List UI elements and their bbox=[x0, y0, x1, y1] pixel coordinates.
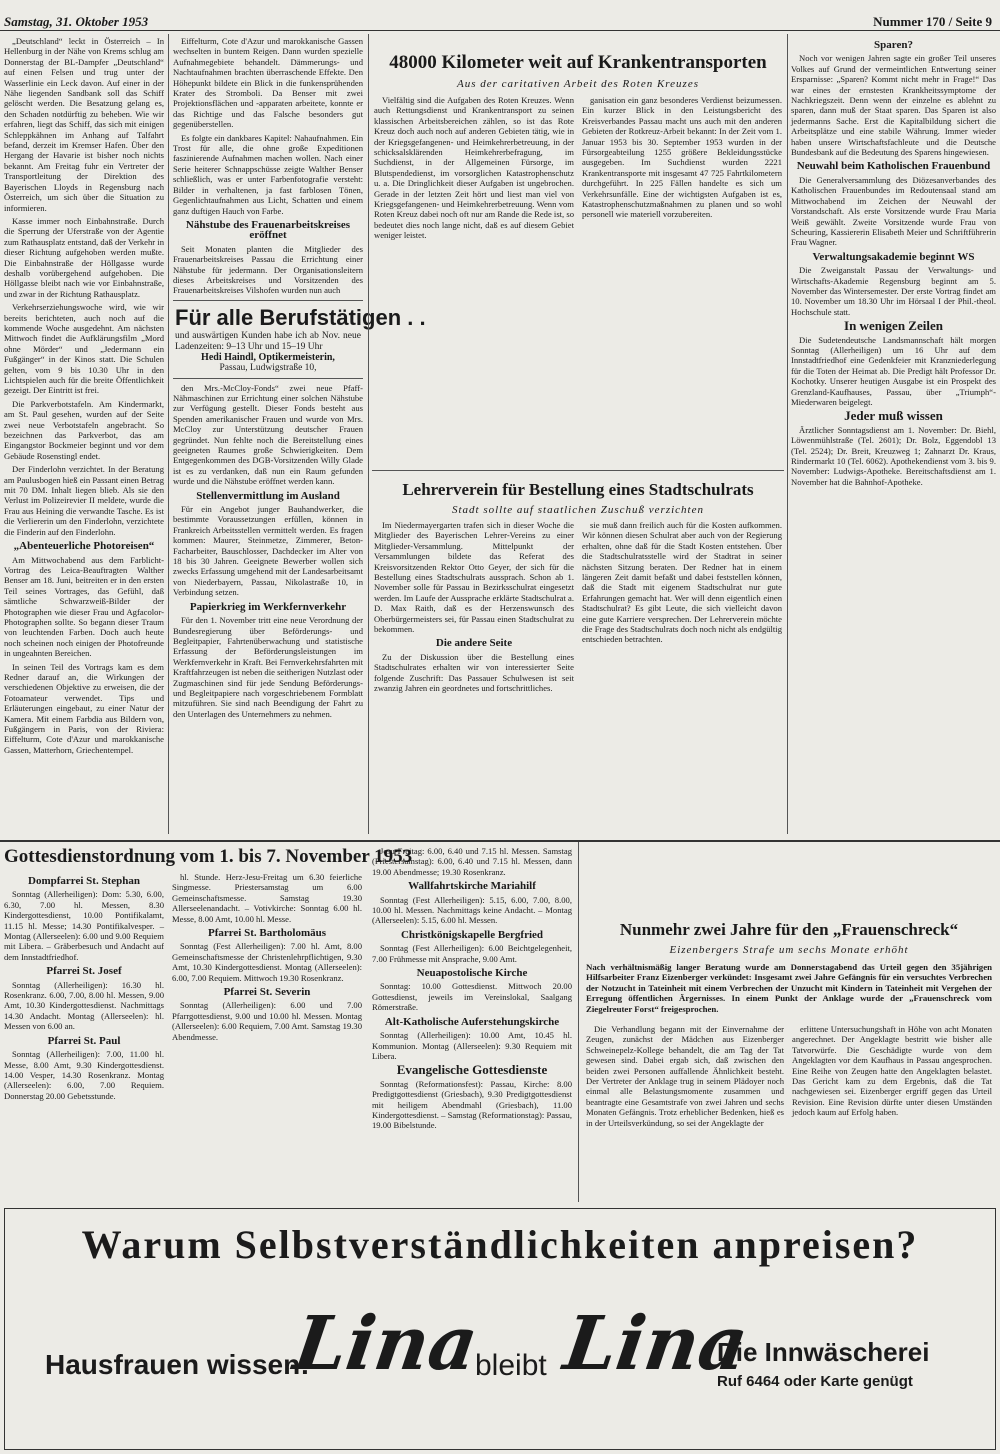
ad-optiker bbox=[173, 300, 426, 379]
text-christkoenigskapelle: Sonntag (Fest Allerheiligen): 6.00 Beichtgelegenheit, 7.00 Frühmesse mit Ansprache, 9.00 Amt. bbox=[372, 943, 572, 964]
column-krankentransporte-1 bbox=[374, 95, 574, 465]
article-verkehrserziehung: Verkehrserziehungswoche wird, wie wir bereits berichteten, auch noch auf die kommende Woche ausgedehnt. Am nächsten Mittwoch findet die Aufklärungsfilm „Mord ohne Mörder“ und „Jedermann ein Fußgänger“ in der Kinos statt. Die Schulen gelten, vom 9 bis 10.30 Uhr in den Lichtspielen auch für die breite Öffentlichkeit gezeigt. Der Eintritt ist frei. bbox=[4, 302, 164, 396]
heading-evangelisch: Evangelische Gottesdienste bbox=[396, 1062, 548, 1078]
heading-stellenvermittlung: Stellenvermittlung im Ausland bbox=[196, 489, 340, 502]
heading-sparen: Sparen? bbox=[874, 39, 913, 51]
article-photoreisen-cont: Eiffelturm, Cote d'Azur und marokkanische Gassen wechselten in buntem Reigen. Dann wurden spezielle Aufnahmegebiete behandelt. Dämmerungs- und Nachtaufnahmen brachten überraschende Effekte. Den Höhepunkt bildete ein Blick in die funkensprühenden Krater des Stromboli. Da Benser mit zwei Projektionsflächen und -apparaten arbeitete, konnte er das Richtige und das Falsche besonders gut gegenüberstellen. bbox=[173, 36, 363, 130]
ad-right-contact: Ruf 6464 oder Karte genügt bbox=[717, 1373, 913, 1390]
article-mccloy-fonds: den Mrs.-McCloy-Fonds“ zwei neue Pfaff-Nähmaschinen zur Errichtung einer solchen Nähstube zur Verfügung gestellt. Dieser Fonds besteht aus Spenden amerikanischer Frauen und wurde von Mrs. McCloy zur Unterstützung deutscher Frauen gegründet. Nun fehlte noch die Bereitstellung eines geeigneten Raumes große Schwierigkeiten. Dem Entgegenkommen des DGB-Vorsitzenden Willy Glade ist es zu verdanken, daß nun ein Raum gefunden wurde und die Nähstube eröffnet werden kann. bbox=[173, 382, 363, 487]
heading-die-andere-seite: Die andere Seite bbox=[435, 637, 513, 650]
article-nahaufnahmen: Es folgte ein dankbares Kapitel: Nahaufnahmen. Ein Trost für alle, die ohne große Expeditionen faszinierende Aufnahmen machen wollen. Nach einer Serie heiterer Schnappschüsse zeigte Walther Benser schließlich, was er unter Farbenfotografie versteht: Bilder in verhaltenen, ja fast farblosen Tönen, Gegenlichtaufnahmen aus Licht, Schatten und einem ganz duftigen Hauch von Farbe. bbox=[173, 132, 363, 216]
headline-gottesdienstordnung: Gottesdienstordnung vom 1. bis 7. November 1953 bbox=[4, 846, 413, 867]
text-herz-jesu-freitag: Jesu-Freitag: 6.00, 6.40 und 7.15 hl. Messen. Samstag (Priestersamstag): 6.00, 6.40 und 7.15 hl. Messen, dann 19.00 Abendmesse; 19.30 Rosenkranz. bbox=[372, 846, 572, 877]
heading-frauenbund: Neuwahl beim Katholischen Frauenbund bbox=[796, 160, 991, 173]
section-rule bbox=[0, 840, 1000, 842]
article-krankentransporte-text: Vielfältig sind die Aufgaben des Roten Kreuzes. Wenn auch Rettungsdienst und Krankentransport zu seinen klassischen Arbeitsbereichen zählen, so ist das Rote Kreuz doch auch noch auf anderen Gebieten tätig, wie in der Kriegsgefangenen- und Heimkehrerbetreuung, in der schicksalsklärenden Heimkehrerbefragung, im Suchdienst, in der Allgemeinen Fürsorge, im Blutspendedienst, im vorsorglichen Katastrophenschutz u. a. Die Dringlichkeit dieser Aufgaben ist ungebrochen. Gerade in der letzten Zeit hört und liest man viel von Kriegsgefangenen- und Heimkehrerbetreuung. Wenn vom Roten Kreuz dabei noch oft nur am Rande die Rede ist, so bedeutet dies noch lange nicht, daß es auf diesem Gebiet weniger leistet. bbox=[374, 95, 574, 241]
column-sparen bbox=[791, 36, 996, 836]
column-rule bbox=[787, 34, 788, 834]
heading-altkatholisch: Alt-Katholische Auferstehungskirche bbox=[384, 1015, 560, 1028]
heading-st-severin: Pfarrei St. Severin bbox=[223, 986, 311, 999]
column-lehrerverein-2 bbox=[582, 520, 782, 836]
column-krankentransporte-2 bbox=[582, 95, 782, 465]
article-jeder-muss-wissen: Ärztlicher Sonntagsdienst am 1. November: Dr. Biehl, Löwenmühlstraße (Tel. 2601); Dr. Bolz, Eggendobl 13 (Tel. 2524); Dr. Breit, Kreuzweg 1; Zahnarzt Dr. Kraus, Rindermarkt 10 (Tel. 6062). Apothekendienst vom 3. bis 9. November: Ludwigs-Apotheke. Bereitschaftsdienst am 1. November hat die Bahnhof-Apotheke. bbox=[791, 424, 996, 487]
heading-mariahilf: Wallfahrtskirche Mariahilf bbox=[408, 880, 536, 893]
heading-in-wenigen-zeilen: In wenigen Zeilen bbox=[844, 318, 943, 334]
article-naehstube: Seit Monaten planten die Mitglieder des Frauenarbeitskreises Passau die Errichtung einer Nähstube für jedermann. Der Organisationsleitern dieses Arbeitskreises und Vorsitzenden des Frauenarbeitskreises Vilshofen wurden nun auch bbox=[173, 243, 363, 296]
column-gottesdienst-1 bbox=[4, 872, 164, 1200]
text-st-severin: Sonntag (Allerheiligen): 6.00 und 7.00 Pfarrgottesdienst, 9.00 und 10.00 hl. Messen. Montag (Allerseelen): 6.00 Requiem, 7.00 Amt. Samstag 19.30 Abendmesse. bbox=[172, 1000, 362, 1042]
ad-left-text: Hausfrauen wissen: bbox=[45, 1349, 310, 1380]
text-altkatholisch: Sonntag (Allerheiligen): 10.00 Amt, 10.45 hl. Kommunion. Montag (Allerseelen): 9.30 Requiem mit Libera. bbox=[372, 1030, 572, 1061]
heading-verwaltungsakademie: Verwaltungsakademie beginnt WS bbox=[812, 250, 975, 263]
text-st-josef: Sonntag (Allerheiligen): 16.30 hl. Rosenkranz. 6.00, 7.00, 8.00 hl. Messen, 9.00 Amt, 10.30 Kindergottesdienst. Nachmittags 14.30 Andacht. Montag (Allerseelen): hl. Messen von 6.00 an. bbox=[4, 979, 164, 1032]
article-frauenschreck-text-2: erlittene Untersuchungshaft in Höhe von acht Monaten angerechnet. Der Angeklagte bestritt wie bisher alle Tatvorwürfe. Die Geschädigte wurde von dem Angeklagten vor dem Kaufhaus in Passau angesprochen. Eine Reihe von Zeugen hatte den Angeklagten belastet. Das Gericht kam zu dem Ergebnis, daß die Tat nachgewiesen sei. Eizenberger ergriff gegen das Urteil Revision. Eine Revision dürfte unter diesen Umständen jedoch kaum auf Erfolg haben. bbox=[792, 1024, 992, 1118]
heading-photoreisen: „Abenteuerliche Photoreisen“ bbox=[13, 540, 155, 553]
ad-middle-text: bleibt bbox=[475, 1349, 547, 1382]
text-votivkirche: hl. Stunde. Herz-Jesu-Freitag um 6.30 feierliche Singmesse. Priestersamstag um 6.00 Gemeinschaftsmesse. Samstag 19.30 Allerseelenandacht. – Votivkirche: Sonntag 6.00 hl. Messe, 8.00 Amt, 10.00 hl. Messe. bbox=[172, 872, 362, 924]
article-krankentransporte-text-2: ganisation ein ganz besonderes Verdienst beizumessen. Ein kurzer Blick in den Leistungsbericht des Kreisverbandes Passau macht uns auch mit den anderen Gebieten der Rotkreuz-Arbeit bekannt: In der Zeit vom 1. Januar 1953 bis 30. September 1953 wurden in der Fürsorgeabteilung 1255 größere Bekleidungsstücke ausgegeben. Im Suchdienst wurden 2221 Krankentransporte mit insgesamt 47 725 Fahrtkilometern durchgeführt. In 225 Fällen handelte es sich um Verkehrsunfälle. Eine der wichtigsten Aufgaben ist es, Katastrophenschutzmaßnahmen zu planen und so wohl personell wie materiell vorzubereiten. bbox=[582, 95, 782, 220]
article-photoreisen: Am Mittwochabend aus dem Farblicht-Vortrag des Leica-Beauftragten Walther Benser am 18. Juni, beitreiten er in den ersten Teil seines Vortrages, das Gefühl, daß sämtliche Schwarzweiß-Bilder der Photographen wie dieser Frau und Agfacolor-Photographen sollte. So begann dieser Traum von leuchtenden Farben. Doch auch heute noch scheinen noch einigen der Photofreunde in ungeahnten Bereichen. bbox=[4, 554, 164, 659]
ad-brand-logo-1: Lina bbox=[288, 1301, 483, 1387]
column-gottesdienst-3 bbox=[372, 846, 572, 1200]
header-date: Samstag, 31. Oktober 1953 bbox=[4, 14, 149, 29]
heading-st-josef: Pfarrei St. Josef bbox=[46, 965, 122, 978]
ad-right-title: Die Innwäscherei bbox=[717, 1337, 930, 1367]
heading-st-bartholomaeus: Pfarrei St. Bartholomäus bbox=[207, 927, 327, 940]
heading-jeder-muss-wissen: Jeder muß wissen bbox=[844, 408, 943, 424]
subheadline-rotes-kreuz: Aus der caritativen Arbeit des Roten Kreuzes bbox=[457, 78, 699, 90]
column-gottesdienst-2 bbox=[172, 872, 362, 1200]
article-verwaltungsakademie: Die Zweiganstalt Passau der Verwaltungs- und Wirtschafts-Akademie Regensburg beginnt am 5. November das Wintersemester. Der erste Vortrag findet am 10. November um 18.30 Uhr im Hörsaal I der Phil.-theol. Hochschule statt. bbox=[791, 265, 996, 317]
column-rule bbox=[578, 842, 579, 1202]
text-st-bartholomaeus: Sonntag (Fest Allerheiligen): 7.00 hl. Amt, 8.00 Gemeinschaftsmesse der Christenlehrpflichtigen, 9.30 Amt, 10.30 Kindergottesdienst. Montag (Allerseelen): 6.00, 7.00 Requiem. Mittwoch 19.30 Rosenkranz. bbox=[172, 941, 362, 983]
article-stellenvermittlung: Für ein Angebot junger Bauhandwerker, die bestimmte Voraussetzungen erfüllen, können in Frankreich Arbeitsstellen vermittelt werden. Es fragen kommen: Maurer, Steinmetze, Zimmerer, Beton-Facharbeiter, Bauschlosser, Dachdecker im Alter von 18 bis 30 Jahren. Geeignete Bewerber wollen sich zwecks Erfassung umgehend mit der Landesarbeitsamt von Niederbayern, Passau, Nikolastraße 10, in Verbindung setzen. bbox=[173, 504, 363, 598]
heading-neuapostolisch: Neuapostolische Kirche bbox=[416, 967, 528, 980]
text-mariahilf: Sonntag (Fest Allerheiligen): 5.15, 6.00, 7.00, 8.00, 10.00 hl. Messen. Nachmittags keine Andacht. – Montag (Allerseelen): 5.15, 6.00 hl. Messen. bbox=[372, 894, 572, 926]
column-local-news bbox=[4, 36, 164, 836]
article-frauenbund: Die Generalversammlung des Diözesanverbandes des Katholischen Frauenbundes im Redoutensaal stand am Mittwochabend im Zeichen der Neuwahl der Vorstandschaft. Als erste Vorsitzende wurde Frau Maria Weiß gewählt. Zweite Vorsitzende wurde Frau von Scheuring, Kassiererin Elisabeth Meier und Schriftführerin Frau Wagner. bbox=[791, 174, 996, 248]
article-parkverbot: Die Parkverbotstafeln. Am Kindermarkt, am St. Paul gesehen, wurden auf der Seite zwei neue Verbotstafeln angebracht. So bezeichnen das Parkverbot, das am Eingangstor Bockmeier beginnt und vor dem Gebäude Rosenstingl endet. bbox=[4, 398, 164, 461]
ad-optiker-address: Passau, Ludwigstraße 10, bbox=[219, 363, 317, 374]
heading-naehstube: Nähstube des Frauenarbeitskreises eröffnet bbox=[185, 218, 351, 242]
column-rule bbox=[368, 34, 369, 834]
column-rule bbox=[168, 34, 169, 834]
text-st-paul: Sonntag (Allerheiligen): 7.00, 11.00 hl. Messe, 8.00 Amt, 9.30 Kindergottesdienst. 14.00 Vesper, 14.30 Rosenkranz. Montag (Allerseelen): 6.00, 7.00 Requiem. Donnerstag 20.00 Gebetsstunde. bbox=[4, 1049, 164, 1101]
article-deutschland-leak: „Deutschland“ leckt in Österreich – In Hellenburg in der Nähe von Krems schlug am Donnerstag der BL-Dampfer „Deutschland“ auf einen Felsen und trug unter der Wasserlinie ein Leck davon. Auf einer in der Nähe liegenden Sandbank soll das Schiff gelöscht werden. Die Besatzung gelang es, den Schaden notdürftig zu beheben. Wie wir erfahren, liegt das Schiff, das sich mit einigen Schleppkähnen im Anhang auf Talfahrt befand, derzeit im Kremser Hafen. Über den Hergang der Havarie ist bisher noch nichts bekannt. Am Freitag fuhr ein Vertreter der Transportleitung der Direktion des Bayerischen Lloyds in Regensburg nach Österreich, um sich über die Situation zu informieren. bbox=[4, 36, 164, 213]
article-frauenschreck-text: Die Verhandlung begann mit der Einvernahme der Zeugen, zunächst der Mädchen aus Eizenberger Schweinepelz-Kollege behandelt, die am Tag der Tat gewesen sind. Dabei ergab sich, daß zwischen den beiden zwei Personen auffallende Ähnlichkeit besteht. Der Vertreter der Anklage trug in seinem Plädoyer noch einmal alle Belastungsmomente zusammen und beantragte eine Gesamtstrafe von zwei Jahren und sechs Monaten Gefängnis. Trotz erheblicher Bedenken, hieß es in der Urteilsverkündung, so sei der Angeklagte der bbox=[586, 1024, 784, 1128]
text-evangelisch: Sonntag (Reformationsfest): Passau, Kirche: 8.00 Predigtgottesdienst (Griesbach), 9.30 Predigtgottesdienst mit heiligem Abendmahl (Griesbach), 11.00 Kindergottesdienst. – Samstag (Reformationstag): Passau, 19.00 Bibelstunde. bbox=[372, 1078, 572, 1131]
ad-optiker-title: Für alle Berufstätigen . . bbox=[175, 304, 426, 330]
article-photoreisen-2: In seinen Teil des Vortrags kam es dem Redner darauf an, die Wirkungen der verschiedenen Objektive zu erweisen, die der Fotoamateur verwendet. Tips und Erläuterungen eingebaut, zu einer Natur der Kamera. Mit einem Farbdia aus Bildern von, Fußgängern in Paris, von der Riviera: Eiffelturm, Cote d'Azur und marokkanische Gassen, Matterhorn, Griechentempel. bbox=[4, 661, 164, 755]
heading-christkoenigskapelle: Christkönigskapelle Bergfried bbox=[400, 928, 544, 941]
page-header bbox=[0, 8, 1000, 31]
header-page-number: Nummer 170 / Seite 9 bbox=[873, 14, 992, 29]
section-rule bbox=[372, 470, 784, 471]
lead-frauenschreck: Nach verhältnismäßig langer Beratung wurde am Donnerstagabend das Urteil gegen den 35jährigen Hilfsarbeiter Franz Eizenberger verkündet: Insgesamt zwei Jahre Gefängnis für ein versuchtes Verbrechen der Notzucht in Tateinheit mit einem Verbrechen der Unzucht mit Kindern in Tateinheit mit Vergehen der Erregung öffentlichen Ärgernisses. In einem Punkt der Anklage wurde der „Frauenschreck vom Ziegelreuter Forst“ freigesprochen. bbox=[586, 962, 992, 1014]
heading-dompfarrei: Dompfarrei St. Stephan bbox=[28, 875, 140, 887]
headline-frauenschreck: Nunmehr zwei Jahre für den „Frauenschreck“ bbox=[619, 920, 959, 939]
article-lehrerverein-text: Im Niedermayergarten trafen sich in dieser Woche die Mitglieder des Bayerischen Lehrer-Vereins zu einer Mitglieder-Versammlung. Mittelpunkt der Versammlungen bildete das Referat des Kreisvorsitzenden Rektor Otto Geyer, der sich für die Bestellung eines Stadtschulrats aussprach. Schon ab 1. November solle für Passau in Bezirksschulrat eingesetzt werden. Im Laufe der Aussprache erklärte Stadtschulrat a. D. Max Raith, daß es der Herzenswunsch des Oberbürgermeisters sei, für Passau einen Stadtschulrat zu bekommen. bbox=[374, 520, 574, 635]
text-neuapostolisch: Sonntag: 10.00 Gottesdienst. Mittwoch 20.00 Gottesdienst, jeweils im Vereinslokal, Saalgang Römerstraße. bbox=[372, 981, 572, 1013]
column-frauenschreck-2 bbox=[792, 1024, 992, 1200]
ad-brand-logo-2: Lina bbox=[558, 1301, 753, 1387]
headline-krankentransporte: 48000 Kilometer weit auf Krankentransporten bbox=[389, 52, 767, 73]
article-sparen: Noch vor wenigen Jahren sagte ein großer Teil unseres Volkes auf Grund der vermeintlichen Entwertung seiner Ersparnisse: „Sparen? Kommt nicht mehr in Frage!“ Das war eines der ernstesten Krankheitssymptome der Nachkriegszeit. Denn wenn der einzelne es ablehnt zu sparen, dann muß der Staat sparen. Das Sparen ist also jedermanns Sache. Erst die Kapitalbildung sichert die Arbeitsplätze und eine stabile Währung. Immer wieder haben unsere Wirtschaftsfachleute und die Deutsche Bundesbank auf die Bedeutung des Sparens hingewiesen. bbox=[791, 53, 996, 158]
article-lehrerverein-text-2: sie muß dann freilich auch für die Kosten aufkommen. Wir können diesen Schulrat aber auch von der Regierung erhalten, ohne daß für die Stadt Kosten entstehen. Über die Stadtschulratsstelle wird der Stadtrat in seiner nächsten Sitzung beraten. Der Redner hat in einem längeren Zeit damit befaßt und dabei feststellen können, daß die Stadt mit eigenem Stadtschulrat nur gute Erfahrungen gemacht hat. Wer will denn eigentlich einen Stadtschulrat? Es gibt Leute, die sich vielleicht davon eine gute Karriere versprechen. Der Lehrerverein möchte die Frage des Stadtschulrats doch noch nicht als endgültig entschieden betrachten. bbox=[582, 520, 782, 645]
article-finderlohn: Der Finderlohn verzichtet. In der Beratung am Paulusbogen hieß ein Passant einen Betrag mit 70 DM. Inhalt liegen blieb. Als sie den Verlust im Polizeirevier II meldete, wurde die Frau aus Heining die verwandte Tasche. Es ist die Verliererin um den Finderlohn, verzichtete die Finderin auf den Finderlohn. bbox=[4, 464, 164, 537]
ad-optiker-text: und auswärtigen Kunden habe ich ab Nov. neue Ladenzeiten: 9–13 Uhr und 15–19 Uhr bbox=[175, 330, 361, 352]
heading-papierkrieg: Papierkrieg im Werkfernverkehr bbox=[189, 600, 347, 613]
heading-st-paul: Pfarrei St. Paul bbox=[47, 1034, 121, 1047]
subheadline-eizenberger: Eizenbergers Strafe um sechs Monate erhöht bbox=[669, 944, 909, 956]
ad-lina-waescherei bbox=[4, 1208, 996, 1450]
ad-headline: Warum Selbstverständlichkeiten anpreisen? bbox=[81, 1222, 919, 1267]
column-frauenarbeitskreis bbox=[173, 36, 426, 836]
column-frauenschreck-1 bbox=[586, 1024, 784, 1200]
article-andere-seite: Zu der Diskussion über die Bestellung eines Stadtschulrates erhalten wir von interessierter Seite folgende Zuschrift: Das Passauer Schulwesen ist seit zwanzig Jahren ein geordnetes und fortschrittliches. bbox=[374, 651, 574, 694]
ad-optiker-name: Hedi Haindl, Optikermeisterin, bbox=[201, 351, 335, 363]
text-dompfarrei: Sonntag (Allerheiligen): Dom: 5.30, 6.00, 6.30, 7.00 hl. Messen, 8.30 Kindergottesdienst, 10.00 Pontifikalamt, 11.15 hl. Messe; 14.30 Pontifikalvesper. – Montag (Allerseelen): 6.00 und 9.00 Requiem mit Libera. – Gräberbesuch und Andacht auf dem Innstadtfriedhof. bbox=[4, 889, 164, 962]
article-in-wenigen-zeilen: Die Sudetendeutsche Landsmannschaft hält morgen Sonntag (Allerheiligen) um 16 Uhr auf dem Innstadtfriedhof eine Gedenkfeier mit Kranzniederlegung für die Toten der Heimat ab. Die Predigt hält Professor Dr. Kochotky. Unserer heutigen Ausgabe ist ein Prospekt des Grenzland-Kaufhauses, Passau, über „Triumph“-Miederwaren beigelegt. bbox=[791, 334, 996, 407]
article-einbahnstrasse: Kasse immer noch Einbahnstraße. Durch die Sperrung der Uferstraße von der Agentie zum Rathausplatz entstand, daß der Verkehr in dieser Richtung aufgehoben werden mußte. Die Einbahnstraße der Höllgasse wurde deshalb vorübergehend aufgehoben. Die Höllgasse bleibt nach wie vor Einbahnstraße, und zwar in der Richtung Rathausplatz. bbox=[4, 215, 164, 299]
subheadline-stadtschulrat: Stadt sollte auf staatlichen Zuschuß verzichten bbox=[451, 504, 704, 516]
article-papierkrieg: Für den 1. November tritt eine neue Verordnung der Bundesregierung über Beförderungs- und Begleitpapier, Fahrtenüberwachung und statistische Erfassung der Beförderungsleistungen im Werkfernverkehr in Kraft. Bei Fernverkehrsfahrten mit Kraftfahrzeugen ist neben die seitherigen Nutzlast oder Zugmaschinen sind für jede Sendung Beförderungs- und Begleitpapiere nach vorgeschriebenem Formblatt mitzuführen. Sie sind nach Beendigung der Fahrt zu den Unterlagen des Unternehmers zu nehmen. bbox=[173, 615, 363, 719]
column-lehrerverein-1 bbox=[374, 520, 574, 836]
headline-lehrerverein: Lehrerverein für Bestellung eines Stadtschulrats bbox=[402, 480, 754, 499]
